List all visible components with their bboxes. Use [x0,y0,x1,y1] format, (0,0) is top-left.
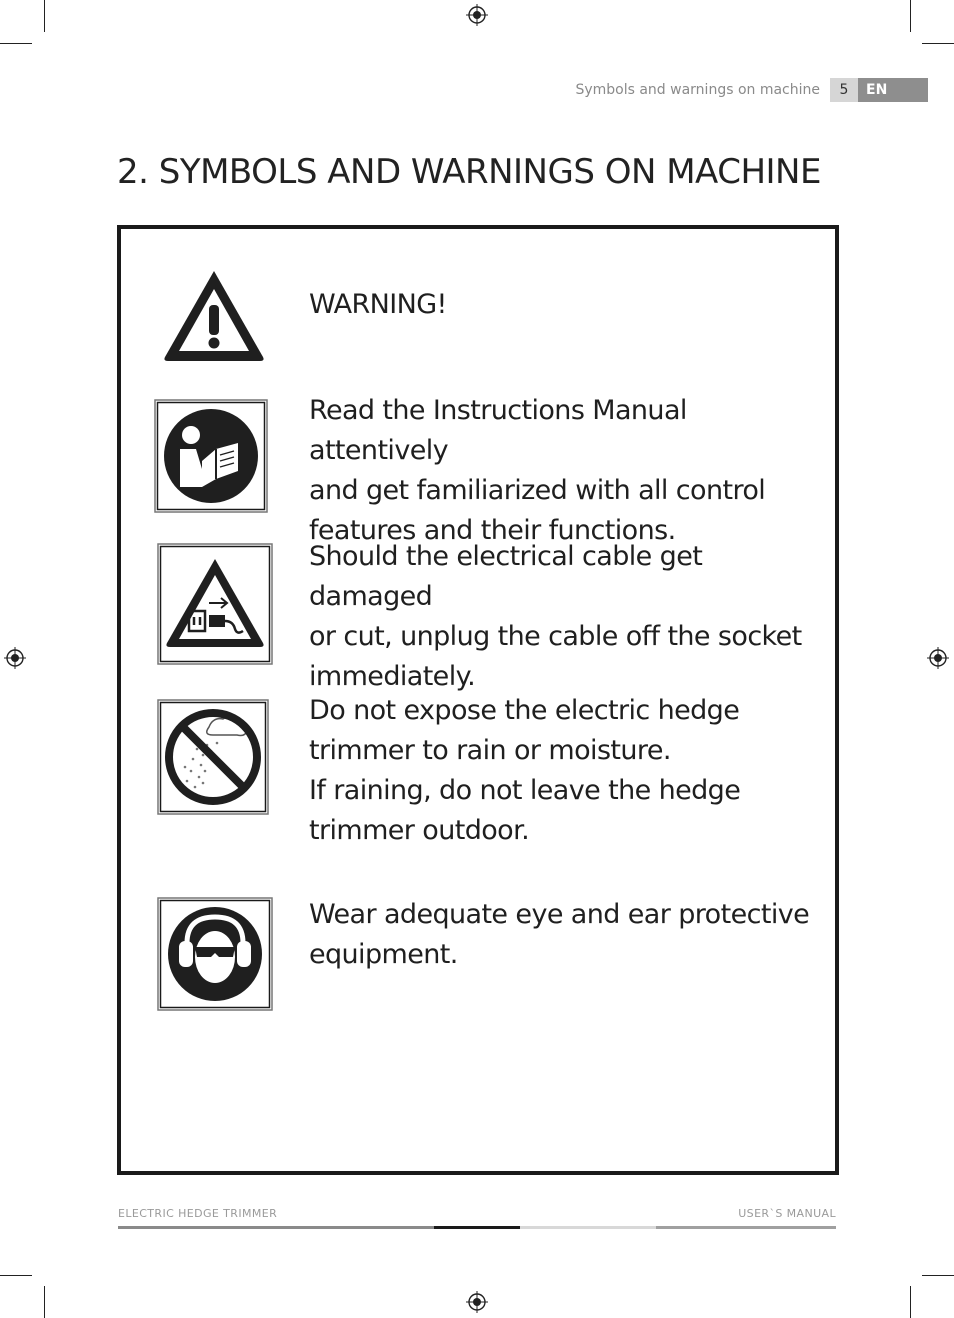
language-tab: EN [858,78,928,102]
symbol-text-read-manual: Read the Instructions Manual attentively and get familiarized with all control features and their functions. [309,395,766,546]
crop-mark [44,1286,45,1318]
symbol-text-no-rain: Do not expose the electric hedge trimmer to rain or moisture. If raining, do not leave the hedge trimmer outdoor. [309,695,741,846]
crop-mark [922,43,954,44]
symbol-row-no-rain [121,697,835,877]
running-header-section: Symbols and warnings on machine [575,82,820,98]
warning-triangle-icon [159,265,269,365]
crop-mark [910,1286,911,1318]
footer-rule [656,1226,836,1229]
footer-rule [118,1226,434,1229]
footer-rule [520,1226,656,1229]
crop-mark [0,1275,32,1276]
symbol-row-eye-ear-protection [121,897,835,1017]
symbol-text-unplug-cable: Should the electrical cable get damaged or cut, unplug the cable off the socket immediately. [309,541,802,692]
footer-product-name: ELECTRIC HEDGE TRIMMER [118,1207,278,1220]
crop-mark [910,0,911,32]
crop-mark [0,43,32,44]
page-number: 5 [830,78,858,102]
crop-mark [922,1275,954,1276]
crop-mark [44,0,45,32]
symbol-text-warning: WARNING! [309,289,447,320]
symbol-row-unplug-cable [121,541,835,692]
registration-mark-icon [4,647,26,669]
no-rain-icon [157,699,269,815]
symbols-box [117,225,839,1175]
footer-manual-label: USER`S MANUAL [738,1207,836,1220]
symbol-text-eye-ear-protection: Wear adequate eye and ear protective equipment. [309,899,810,970]
registration-mark-icon [927,647,949,669]
registration-mark-icon [466,4,488,26]
running-header [560,78,928,102]
unplug-cable-icon [157,543,273,665]
footer-rule [434,1226,520,1229]
read-manual-icon [154,399,268,513]
symbol-row-read-manual [121,395,835,546]
registration-mark-icon [466,1291,488,1313]
eye-ear-protection-icon [157,897,273,1011]
page-title: 2. SYMBOLS AND WARNINGS ON MACHINE [117,152,821,192]
symbol-row-warning [121,265,835,365]
